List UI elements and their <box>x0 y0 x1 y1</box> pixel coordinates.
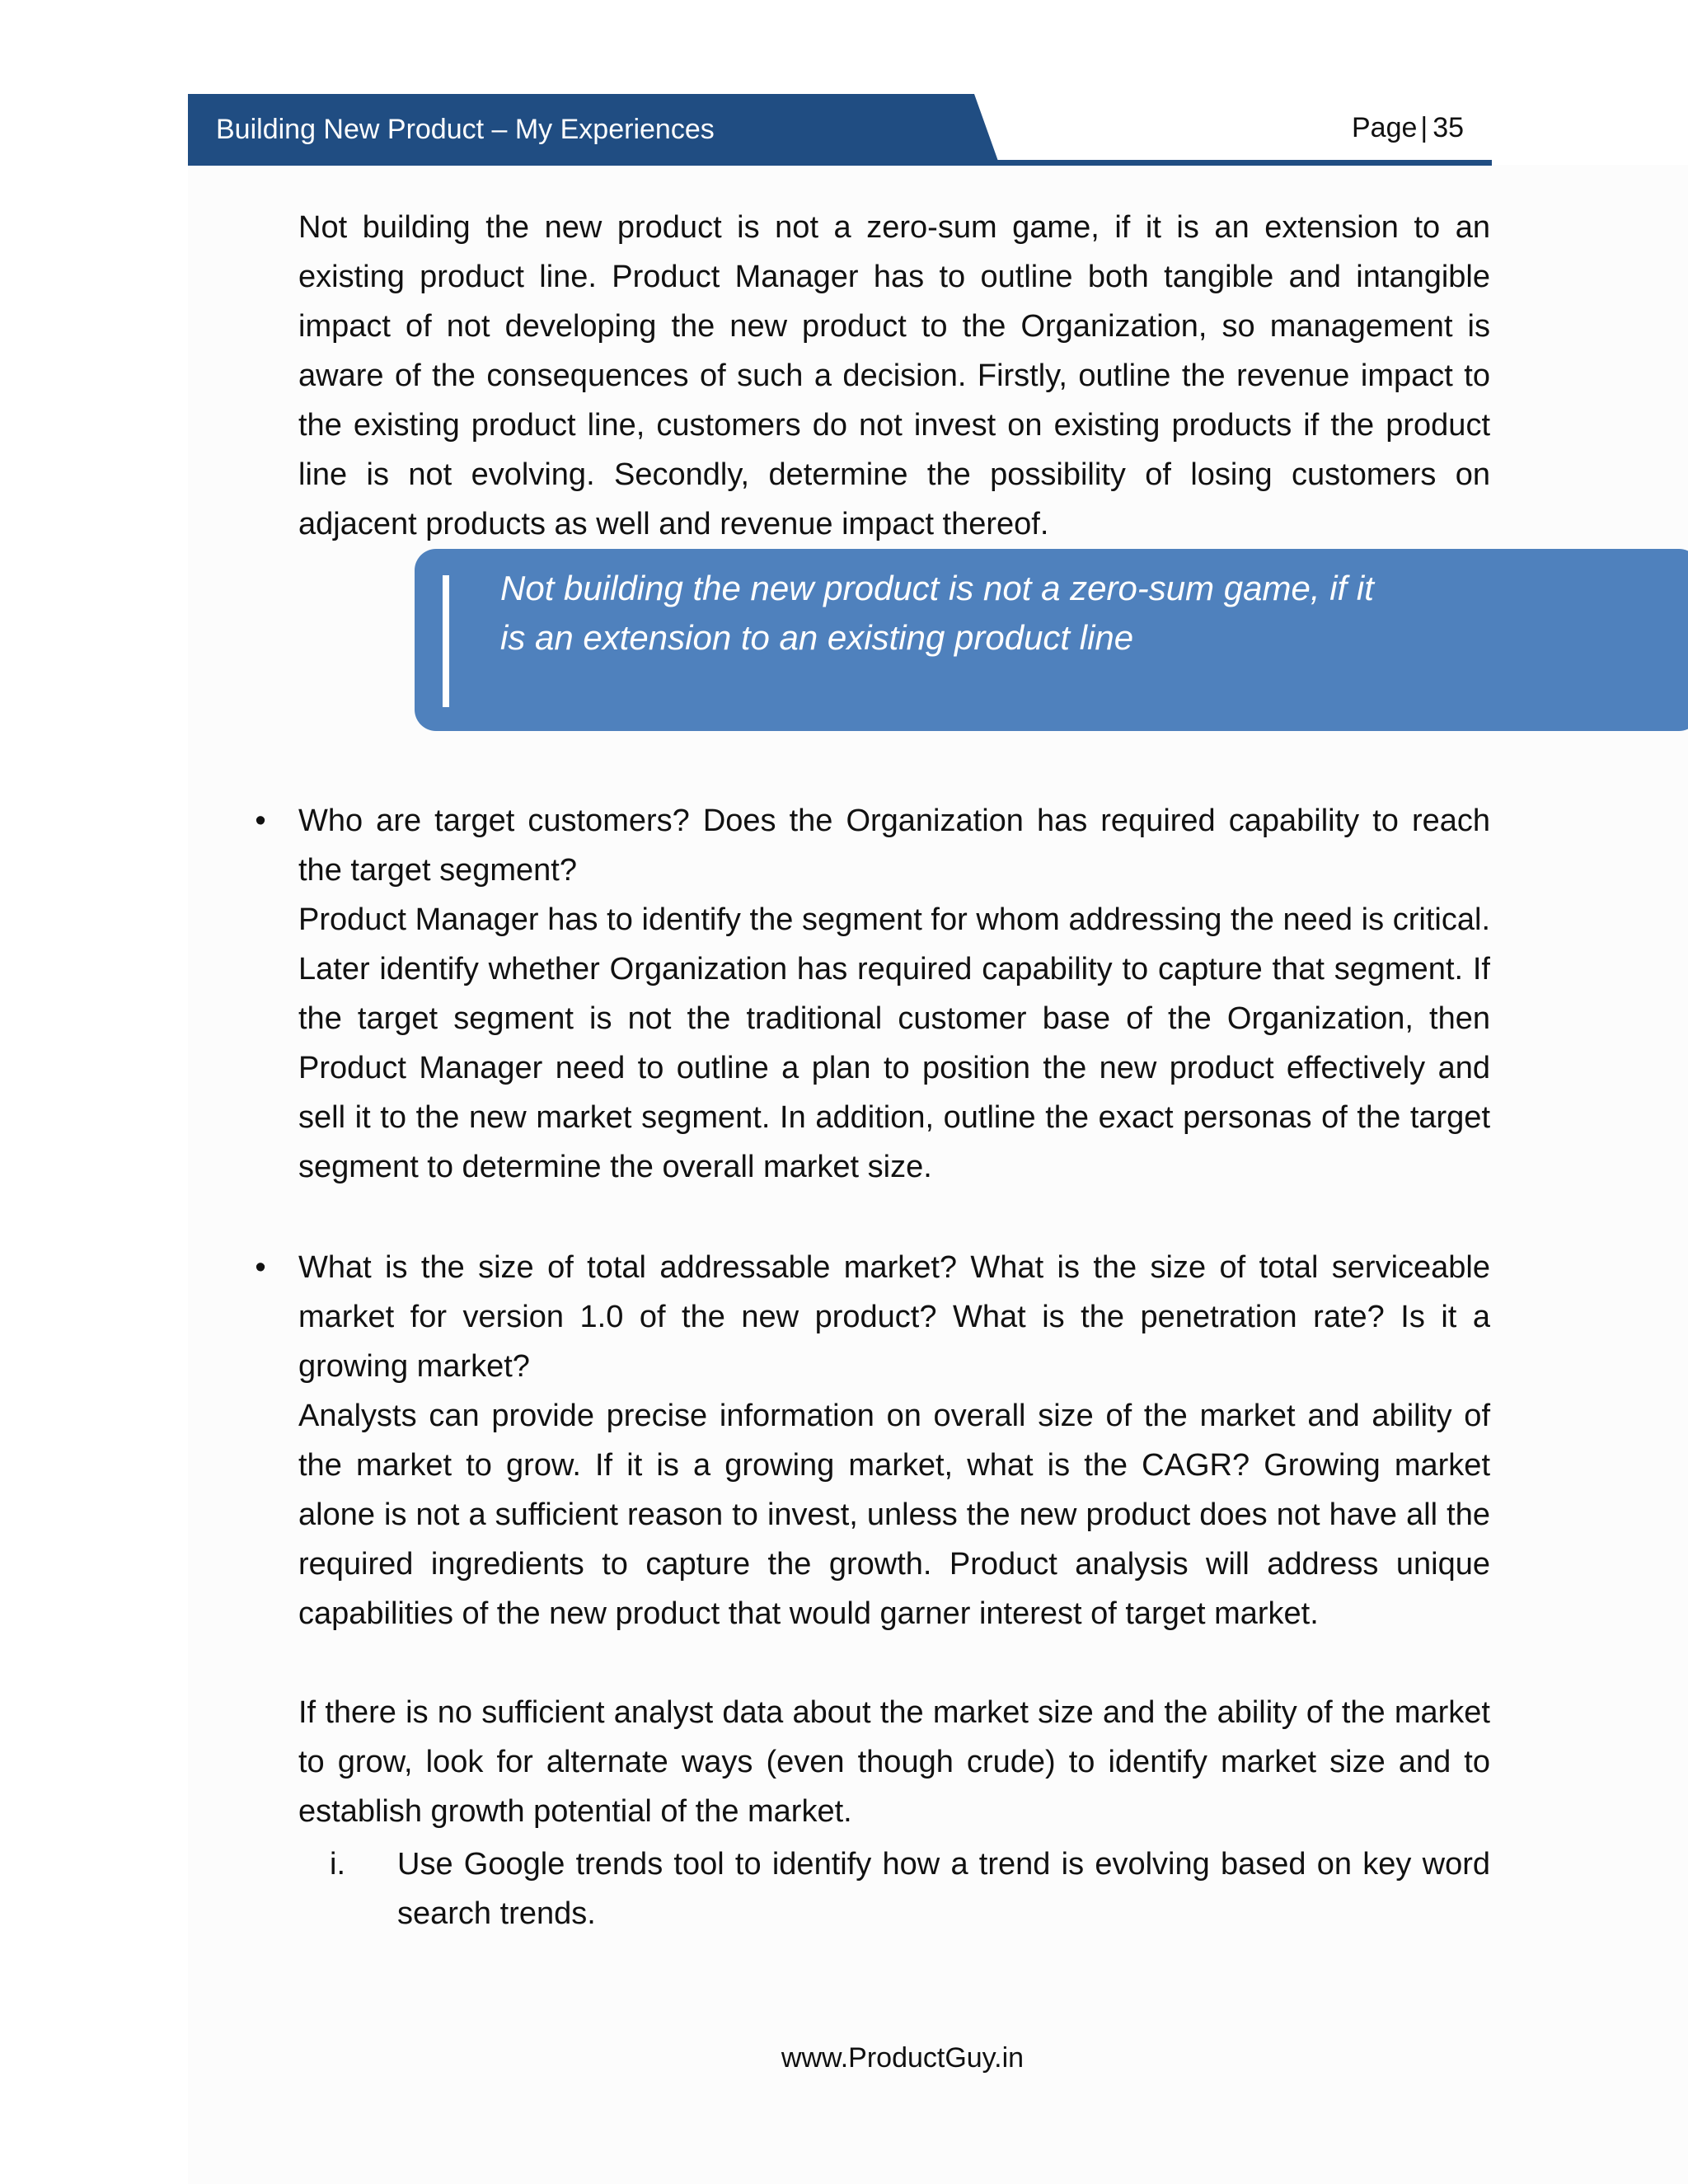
bullet-question: Who are target customers? Does the Organization has required capability to reach the target segment? <box>298 804 1490 888</box>
numbered-item-marker: i. <box>330 1847 345 1882</box>
page-number-label <box>1352 112 1464 144</box>
footer-website: www.ProductGuy.in <box>781 2042 1025 2074</box>
bullet-item-target-customers <box>255 796 1490 1192</box>
numbered-item <box>298 1840 1490 1938</box>
document-title: Building New Product – My Experiences <box>216 114 715 145</box>
bullet-item-market-size <box>255 1243 1490 1836</box>
bullet-marker: • <box>255 804 266 838</box>
bullet-marker: • <box>255 1250 266 1285</box>
intro-section <box>298 203 1490 549</box>
pull-quote-text: Not building the new product is not a zero-sum game, if it is an extension to an existing product line <box>500 569 1374 657</box>
footer <box>0 2042 1688 2074</box>
page-label: Page <box>1352 112 1418 143</box>
page-separator: | <box>1420 112 1428 143</box>
bullet-followup: If there is no sufficient analyst data about the market size and the ability of the market to grow, look for alternate ways (even though crude) to identify market size and to establish growth potential of the market. <box>298 1695 1490 1829</box>
numbered-item-text: Use Google trends tool to identify how a trend is evolving based on key word search trends. <box>397 1847 1490 1931</box>
intro-paragraph: Not building the new product is not a zero-sum game, if it is an extension to an existing product line. Product Manager has to outline both tangible and intangible impact of not developing the new product to the Organization, so management is aware of the consequences of such a decision. Firstly, outline the revenue impact to the existing product line, customers do not invest on existing products if the product line is not evolving. Secondly, determine the possibility of losing customers on adjacent products as well and revenue impact thereof. <box>298 210 1490 541</box>
pull-quote <box>415 549 1688 731</box>
bullet-answer: Analysts can provide precise information on overall size of the market and ability of the market to grow. If it is a growing market, what is the CAGR? Growing market alone is not a sufficient reason to invest, unless the new product does not have all the required ingredients to capture the growth. Product analysis will address unique capabilities of the new product that would garner interest of target market. <box>298 1399 1490 1631</box>
header-rule <box>996 160 1492 166</box>
pull-quote-bar <box>443 575 449 707</box>
page-number: 35 <box>1432 112 1465 143</box>
bullet-answer: Product Manager has to identify the segment for whom addressing the need is critical. Later identify whether Organization has required capability to capture that segment. If the target segment is not the traditional customer base of the Organization, then Product Manager need to outline a plan to position the new product effectively and sell it to the new market segment. In addition, outline the exact personas of the target segment to determine the overall market size. <box>298 902 1490 1184</box>
bullet-question: What is the size of total addressable market? What is the size of total serviceable market for version 1.0 of the new product? What is the penetration rate? Is it a growing market? <box>298 1250 1490 1384</box>
